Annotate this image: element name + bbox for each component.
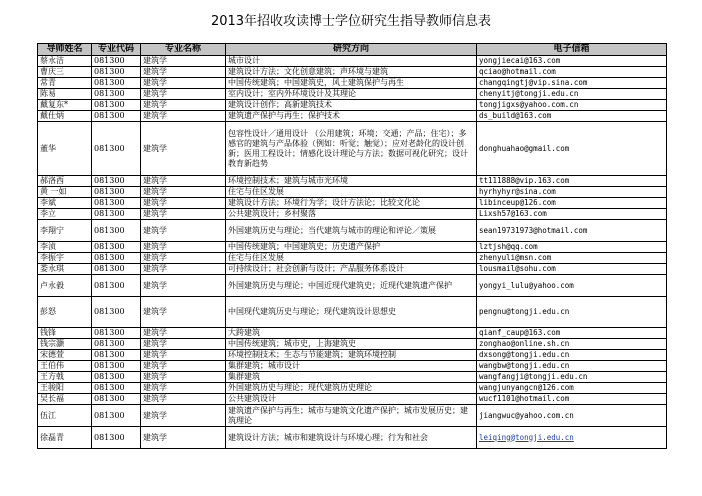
header-code: 专业代码 [92,44,141,56]
advisor-name: 常青 [38,78,92,89]
research-direction: 室内设计；室内外环境设计及其理论 [226,89,477,100]
major-code: 081300 [92,56,141,67]
advisor-name: 钱宗灏 [38,339,92,350]
advisor-name: 王骏阳 [38,383,92,394]
research-direction: 建筑遗产保护与再生；保护技术 [226,111,477,122]
major-code: 081300 [92,209,141,220]
table-row [38,198,667,209]
table-row [38,111,667,122]
advisor-name: 陈易 [38,89,92,100]
email-address: wangbw@tongji.edu.cn [477,361,667,372]
research-direction: 中国传统建筑；城市史，上海建筑史 [226,339,477,350]
table-row [38,275,667,297]
advisor-name: 李振宇 [38,253,92,264]
table-row [38,383,667,394]
major-name: 建筑学 [141,111,226,122]
major-name: 建筑学 [141,89,226,100]
major-name: 建筑学 [141,361,226,372]
advisor-name: 王伯伟 [38,361,92,372]
major-name: 建筑学 [141,383,226,394]
research-direction: 建筑设计创作；高新建筑技术 [226,100,477,111]
major-name: 建筑学 [141,339,226,350]
major-code: 081300 [92,176,141,187]
email-address: yongyi_lulu@yahoo.com [477,275,667,297]
table-row [38,361,667,372]
email-address[interactable]: leiqing@tongji.edu.cn [477,427,667,449]
major-name: 建筑学 [141,328,226,339]
advisor-name: 钱锋 [38,328,92,339]
research-direction: 可持续设计；社会创新与设计；产品服务体系设计 [226,264,477,275]
advisor-name: 宋德萱 [38,350,92,361]
advisor-name: 曹庆三 [38,67,92,78]
table-row [38,350,667,361]
table-row [38,78,667,89]
advisor-table [37,43,667,449]
major-name: 建筑学 [141,264,226,275]
email-address: lousmail@sohu.com [477,264,667,275]
major-code: 081300 [92,361,141,372]
email-address: qianf_caup@163.com [477,328,667,339]
table-row [38,100,667,111]
email-address: ds_build@163.com [477,111,667,122]
advisor-name: 徐磊青 [38,427,92,449]
page-title: 2013年招收攻读博士学位研究生指导教师信息表 [210,14,492,29]
table-row [38,89,667,100]
table-row [38,122,667,176]
major-code: 081300 [92,78,141,89]
email-address: zhenyuli@msn.com [477,253,667,264]
header-direction: 研究方向 [226,44,477,56]
table-row [38,220,667,242]
major-code: 081300 [92,350,141,361]
research-direction: 公共建筑设计 [226,394,477,405]
major-name: 建筑学 [141,67,226,78]
research-direction: 集群建筑 [226,372,477,383]
table-row [38,297,667,328]
table-row [38,264,667,275]
research-direction: 建筑设计方法；文化创意建筑；声环境与建筑 [226,67,477,78]
major-name: 建筑学 [141,78,226,89]
email-address: yongjiecai@163.com [477,56,667,67]
advisor-name: 戴复东* [38,100,92,111]
major-code: 081300 [92,427,141,449]
research-direction: 外国建筑历史与理论；中国近现代建筑史；近现代建筑遗产保护 [226,275,477,297]
research-direction: 中国传统建筑；中国建筑史；历史遗产保护 [226,242,477,253]
major-code: 081300 [92,339,141,350]
major-name: 建筑学 [141,350,226,361]
major-name: 建筑学 [141,427,226,449]
major-name: 建筑学 [141,275,226,297]
table-row [38,328,667,339]
table-row [38,253,667,264]
table-row [38,176,667,187]
email-address: donghuahao@gmail.com [477,122,667,176]
major-name: 建筑学 [141,405,226,427]
email-address: changqingtj@vip.sina.com [477,78,667,89]
major-code: 081300 [92,242,141,253]
table-row [38,209,667,220]
email-address: Lixsh57@163.com [477,209,667,220]
major-code: 081300 [92,198,141,209]
major-code: 081300 [92,372,141,383]
header-row [38,44,667,56]
email-address: wangjunyangcn@126.com [477,383,667,394]
email-address: dxsong@tongji.edu.cn [477,350,667,361]
research-direction: 大跨建筑 [226,328,477,339]
major-code: 081300 [92,253,141,264]
email-address: wucf1101@hotmail.com [477,394,667,405]
email-address: tongjigxs@yahoo.com.cn [477,100,667,111]
research-direction: 环境控制技术；建筑与城市光环境 [226,176,477,187]
table-row [38,67,667,78]
major-name: 建筑学 [141,372,226,383]
research-direction: 集群建筑；城市设计 [226,361,477,372]
advisor-name: 李立 [38,209,92,220]
advisor-name: 李浈 [38,242,92,253]
research-direction: 城市设计 [226,56,477,67]
header-email: 电子信箱 [477,44,667,56]
email-address: wangfangji@tongji.edu.cn [477,372,667,383]
major-code: 081300 [92,405,141,427]
research-direction: 住宅与住区发展 [226,187,477,198]
research-direction: 包容性设计／通用设计 （公用建筑；环境；交通；产品；住宅）；多感官的建筑与产品体验（例如：听觉；触觉）；应对老龄化的设计创新；医用工程设计；情感化设计理论与方法；数据可视化研究；设计教育新趋势 [226,122,477,176]
advisor-name: 娄永琪 [38,264,92,275]
research-direction: 建筑遗产保护与再生；城市与建筑文化遗产保护；城市发展历史；建筑理论 [226,405,477,427]
major-name: 建筑学 [141,209,226,220]
header-major: 专业名称 [141,44,226,56]
advisor-name: 李斌 [38,198,92,209]
table-row [38,339,667,350]
major-name: 建筑学 [141,253,226,264]
table-row [38,372,667,383]
advisor-name: 伍江 [38,405,92,427]
email-address: jiangwuc@yahoo.com.cn [477,405,667,427]
major-code: 081300 [92,220,141,242]
email-address: libinceup@126.com [477,198,667,209]
advisor-name: 蔡永洁 [38,56,92,67]
table-row [38,394,667,405]
research-direction: 建筑设计方法；城市和建筑设计与环境心理；行为和社会 [226,427,477,449]
table-row [38,427,667,449]
advisor-name: 李翔宁 [38,220,92,242]
major-code: 081300 [92,275,141,297]
research-direction: 中国传统建筑；中国建筑史，风土建筑保护与再生 [226,78,477,89]
header-name: 导师姓名 [38,44,92,56]
major-name: 建筑学 [141,176,226,187]
major-name: 建筑学 [141,220,226,242]
email-address: lztjsh@qq.com [477,242,667,253]
research-direction: 住宅与住区发展 [226,253,477,264]
major-name: 建筑学 [141,297,226,328]
major-name: 建筑学 [141,100,226,111]
major-code: 081300 [92,394,141,405]
advisor-name: 黄 一如 [38,187,92,198]
email-address: tt111888@vip.163.com [477,176,667,187]
major-code: 081300 [92,89,141,100]
email-address: sean19731973@hotmail.com [477,220,667,242]
email-address: qciao@hotmail.com [477,67,667,78]
major-code: 081300 [92,328,141,339]
major-code: 081300 [92,111,141,122]
table-row [38,56,667,67]
major-name: 建筑学 [141,187,226,198]
email-address: hyrhyhyr@sina.com [477,187,667,198]
table-row [38,187,667,198]
email-address: chenyitj@tongji.edu.cn [477,89,667,100]
major-code: 081300 [92,297,141,328]
major-name: 建筑学 [141,394,226,405]
research-direction: 外国建筑历史与理论；现代建筑历史理论 [226,383,477,394]
major-name: 建筑学 [141,56,226,67]
advisor-name: 卢永毅 [38,275,92,297]
major-code: 081300 [92,187,141,198]
advisor-name: 董华 [38,122,92,176]
major-name: 建筑学 [141,242,226,253]
advisor-name: 彭怒 [38,297,92,328]
research-direction: 公共建筑设计；乡村聚落 [226,209,477,220]
research-direction: 环境控制技术；生态与节能建筑；建筑环境控制 [226,350,477,361]
major-name: 建筑学 [141,198,226,209]
major-code: 081300 [92,122,141,176]
advisor-name: 郝洛西 [38,176,92,187]
advisor-name: 戴仕炳 [38,111,92,122]
major-code: 081300 [92,264,141,275]
research-direction: 建筑设计方法；环境行为学；设计方法论；比较文化论 [226,198,477,209]
table-row [38,405,667,427]
email-address: pengnu@tongji.edu.cn [477,297,667,328]
major-code: 081300 [92,383,141,394]
advisor-name: 吴长福 [38,394,92,405]
research-direction: 外国建筑历史与理论；当代建筑与城市的理论和评论／策展 [226,220,477,242]
email-address: zonghao@online.sh.cn [477,339,667,350]
table-row [38,242,667,253]
major-name: 建筑学 [141,122,226,176]
research-direction: 中国现代建筑历史与理论；现代建筑设计思想史 [226,297,477,328]
advisor-name: 王方戟 [38,372,92,383]
major-code: 081300 [92,100,141,111]
major-code: 081300 [92,67,141,78]
